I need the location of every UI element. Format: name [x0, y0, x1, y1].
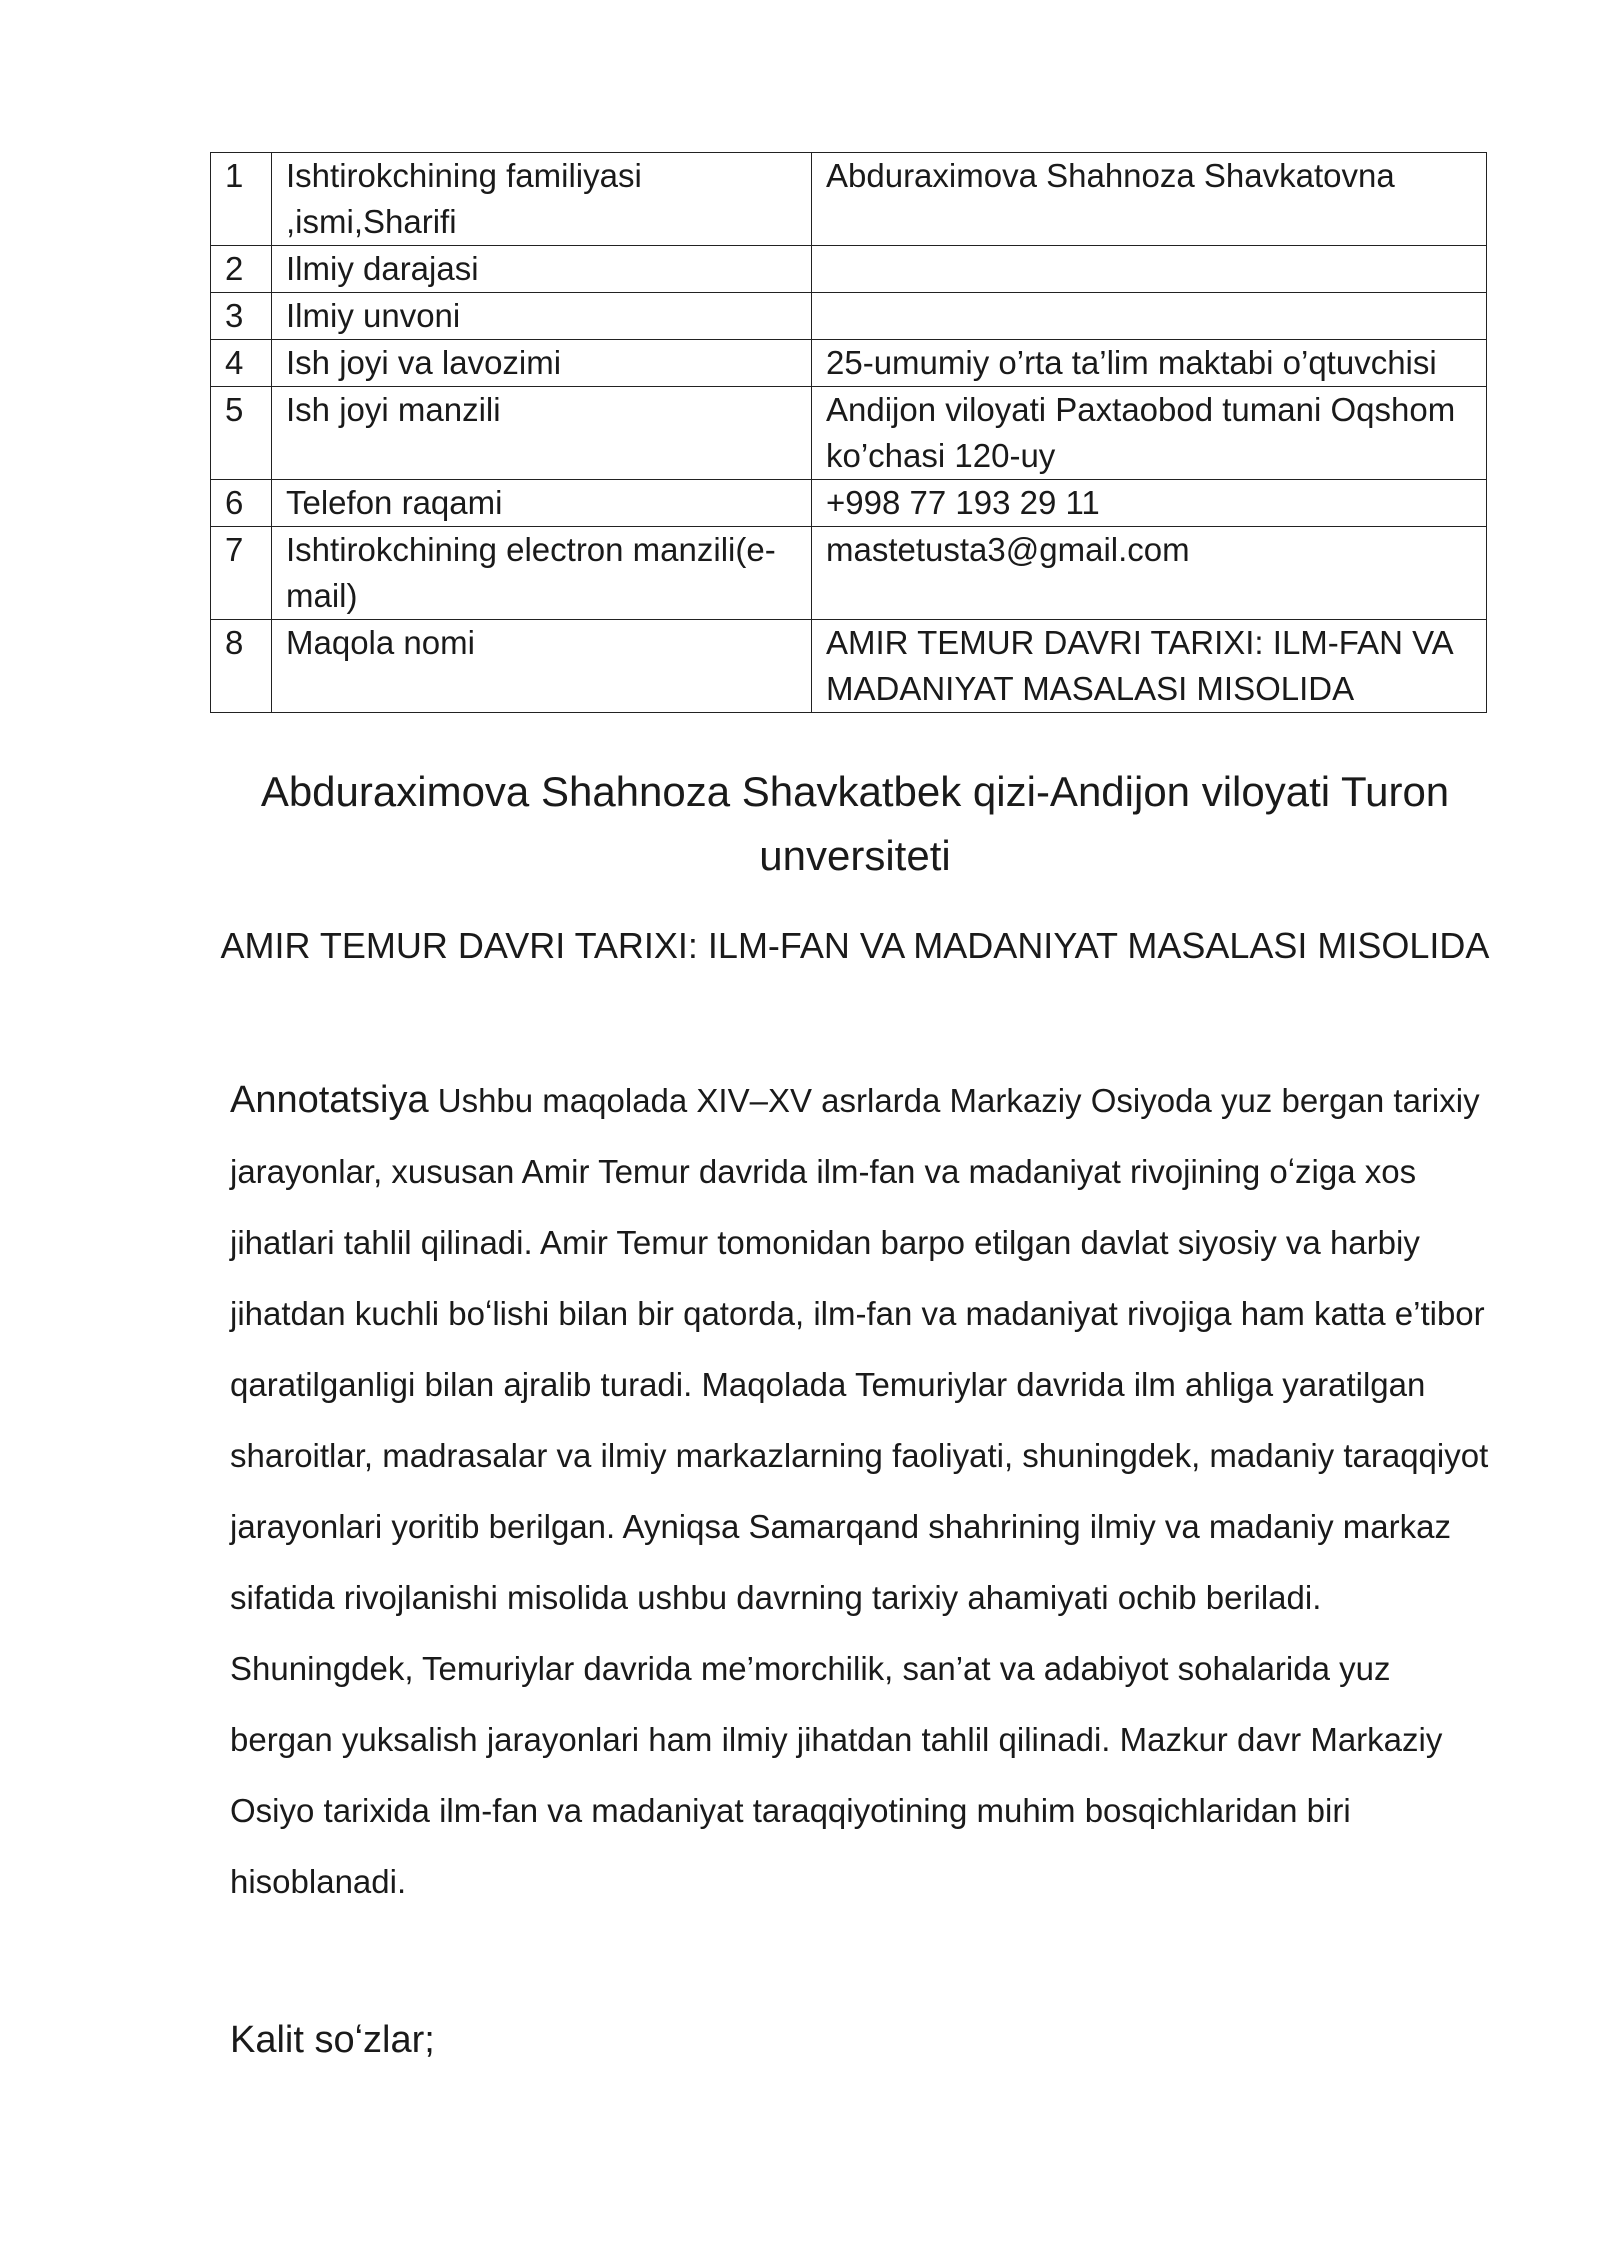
- row-value: mastetusta3@gmail.com: [812, 527, 1487, 620]
- row-label: Ishtirokchining electron manzili(e-mail): [272, 527, 812, 620]
- row-value: [812, 293, 1487, 340]
- row-label: Ish joyi va lavozimi: [272, 340, 812, 387]
- table-row: [211, 153, 1487, 246]
- info-table-body: [211, 153, 1487, 713]
- row-value: Abduraximova Shahnoza Shavkatovna: [812, 153, 1487, 246]
- row-value: [812, 246, 1487, 293]
- row-value: +998 77 193 29 11: [812, 480, 1487, 527]
- abstract-heading: Annotatsiya: [230, 1079, 429, 1121]
- row-label: Telefon raqami: [272, 480, 812, 527]
- row-number: 8: [211, 620, 272, 713]
- author-line: Abduraximova Shahnoza Shavkatbek qizi-Andijon viloyati Turon unversiteti: [260, 768, 1450, 879]
- row-label: Ilmiy unvoni: [272, 293, 812, 340]
- table-row: [211, 620, 1487, 713]
- row-number: 2: [211, 246, 272, 293]
- row-label: Ilmiy darajasi: [272, 246, 812, 293]
- participant-info-table: [210, 152, 1487, 713]
- row-number: 4: [211, 340, 272, 387]
- keywords-label: Kalit soʻzlar;: [230, 2019, 435, 2061]
- abstract-text: Ushbu maqolada XIV–XV asrlarda Markaziy Osiyoda yuz bergan tarixiy jarayonlar, xususan Amir Temur davrida ilm-fan va madaniyat rivojining oʻziga xos jihatlari tahlil qilinadi. Amir Temur tomonidan barpo etilgan davlat siyosiy va harbiy jihatdan kuchli boʻlishi bilan bir qatorda, ilm-fan va madaniyat rivojiga ham katta e’tibor qaratilganligi bilan ajralib turadi. Maqolada Temuriylar davrida ilm ahliga yaratilgan sharoitlar, madrasalar va ilmiy markazlarning faoliyati, shuningdek, madaniy taraqqiyot jarayonlari yoritib berilgan. Ayniqsa Samarqand shahrining ilmiy va madaniy markaz sifatida rivojlanishi misolida ushbu davrning tarixiy ahamiyati ochib beriladi. Shuningdek, Temuriylar davrida me’morchilik, san’at va adabiyot sohalarida yuz bergan yuksalish jarayonlari ham ilmiy jihatdan tahlil qilinadi. Mazkur davr Markaziy Osiyo tarixida ilm-fan va madaniyat taraqqiyotining muhim bosqichlaridan biri hisoblanadi.: [230, 1082, 1489, 1900]
- table-row: [211, 246, 1487, 293]
- row-label: Ishtirokchining familiyasi ,ismi,Sharifi: [272, 153, 812, 246]
- row-value: 25-umumiy o’rta ta’lim maktabi o’qtuvchisi: [812, 340, 1487, 387]
- row-label: Ish joyi manzili: [272, 387, 812, 480]
- row-number: 6: [211, 480, 272, 527]
- row-label: Maqola nomi: [272, 620, 812, 713]
- row-number: 3: [211, 293, 272, 340]
- row-number: 7: [211, 527, 272, 620]
- table-row: [211, 387, 1487, 480]
- row-value: AMIR TEMUR DAVRI TARIXI: ILM-FAN VA MADANIYAT MASALASI MISOLIDA: [812, 620, 1487, 713]
- row-number: 5: [211, 387, 272, 480]
- table-row: [211, 340, 1487, 387]
- table-row: [211, 527, 1487, 620]
- row-number: 1: [211, 153, 272, 246]
- abstract-paragraph: [230, 1065, 1500, 1917]
- article-title: AMIR TEMUR DAVRI TARIXI: ILM-FAN VA MADANIYAT MASALASI MISOLIDA: [220, 925, 1490, 966]
- table-row: [211, 293, 1487, 340]
- row-value: Andijon viloyati Paxtaobod tumani Oqshom ko’chasi 120-uy: [812, 387, 1487, 480]
- table-row: [211, 480, 1487, 527]
